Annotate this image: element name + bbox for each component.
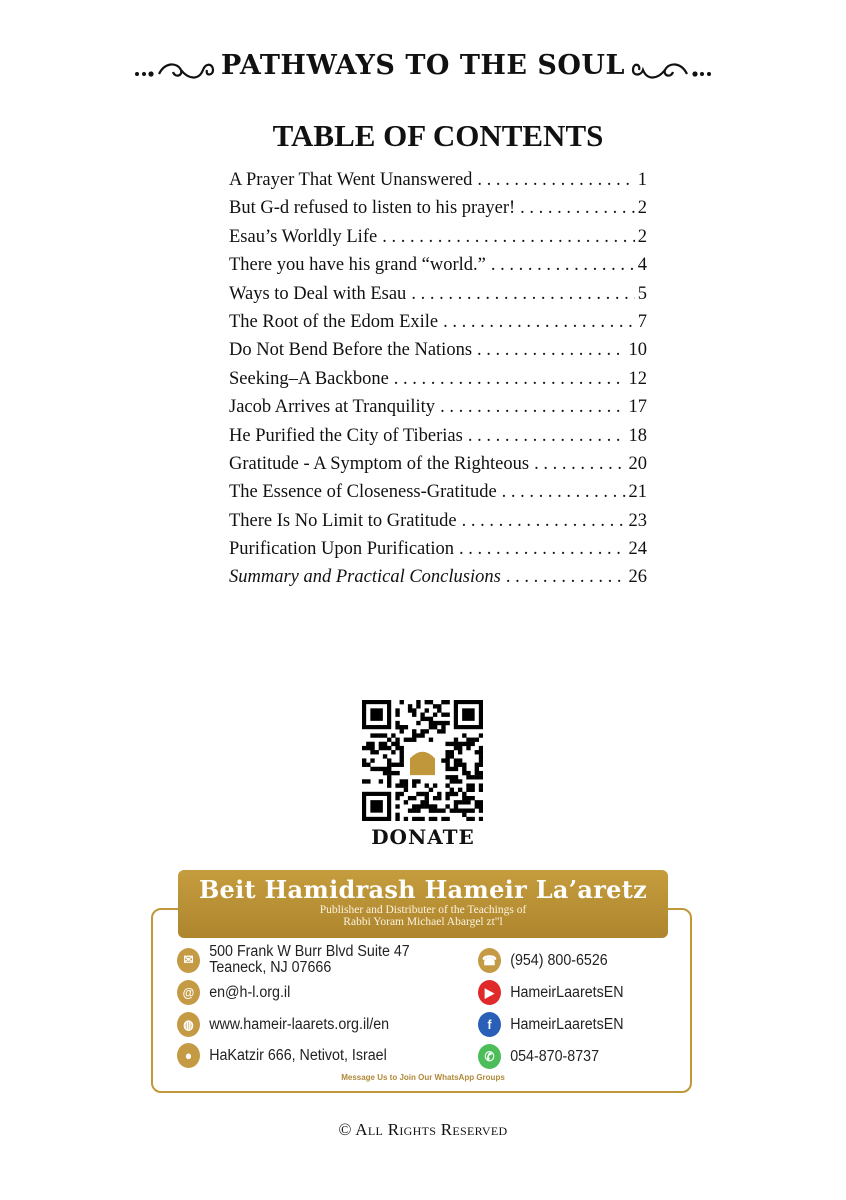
toc-entry[interactable] xyxy=(229,284,647,312)
contact-phone[interactable] xyxy=(478,948,608,973)
toc-leader xyxy=(477,340,625,361)
contact-website[interactable] xyxy=(177,1012,389,1037)
contact-whatsapp[interactable] xyxy=(478,1044,599,1069)
toc-entry[interactable] xyxy=(229,539,647,567)
youtube-handle[interactable]: HameirLaaretsEN xyxy=(510,983,624,1001)
toc-entry-page: 23 xyxy=(628,510,647,531)
toc-entry-title: A Prayer That Went Unanswered xyxy=(229,170,473,190)
toc-entry-page: 26 xyxy=(628,567,647,588)
address-line-2: Teaneck, NJ 07666 xyxy=(209,959,332,976)
toc-entry-title: The Essence of Closeness-Gratitude xyxy=(229,482,497,503)
toc-entry[interactable] xyxy=(229,227,647,255)
toc-entry-title: Seeking–A Backbone xyxy=(229,368,389,389)
globe-icon: ◍ xyxy=(177,1012,200,1037)
whatsapp-number[interactable]: 054-870-8737 xyxy=(510,1047,600,1065)
phone-icon: ☎ xyxy=(478,948,501,973)
toc-leader xyxy=(443,312,635,333)
phone-number[interactable]: (954) 800-6526 xyxy=(510,951,608,969)
mail-icon: ✉ xyxy=(177,948,200,973)
toc-entry-title: The Root of the Edom Exile xyxy=(229,311,439,332)
toc-entry-title: He Purified the City of Tiberias xyxy=(229,425,463,446)
toc-entry-page: 4 xyxy=(637,255,647,276)
toc-entry[interactable] xyxy=(229,198,647,226)
toc-entry-page: 1 xyxy=(637,170,647,190)
toc-entry[interactable] xyxy=(229,312,647,340)
toc-entry-page: 12 xyxy=(628,368,647,389)
toc-entry-title: Purification Upon Purification xyxy=(229,539,455,560)
toc-entry-title: Ways to Deal with Esau xyxy=(229,283,407,304)
right-ornament-icon xyxy=(629,54,713,84)
toc-heading: TABLE OF CONTENTS xyxy=(272,118,604,153)
contact-email[interactable] xyxy=(177,980,290,1005)
toc-leader xyxy=(502,482,626,503)
toc-entry-title: Gratitude - A Symptom of the Righteous xyxy=(229,453,530,474)
toc-entry-title: Esau’s Worldly Life xyxy=(229,226,378,247)
toc-entry-page: 17 xyxy=(628,397,647,418)
toc-entry-page: 7 xyxy=(637,311,647,332)
contact-facebook[interactable] xyxy=(478,1012,624,1037)
donate-label: DONATE xyxy=(371,825,475,849)
contact-address xyxy=(177,944,410,976)
facebook-handle[interactable]: HameirLaaretsEN xyxy=(510,1015,624,1033)
email-link[interactable]: en@h-l.org.il xyxy=(209,983,291,1001)
location-pin-icon: ● xyxy=(177,1043,200,1068)
copyright-notice: © All Rights Reserved xyxy=(338,1120,508,1139)
whatsapp-icon: ✆ xyxy=(478,1044,501,1069)
publisher-banner xyxy=(178,870,668,938)
toc-entry[interactable] xyxy=(229,340,647,368)
whatsapp-note: Message Us to Join Our WhatsApp Groups xyxy=(341,1073,505,1082)
toc-entry[interactable] xyxy=(229,255,647,283)
toc-entry[interactable] xyxy=(229,567,647,595)
publisher-name: Beit Hamidrash Hameir La’aretz xyxy=(198,875,648,904)
toc-entry-page: 5 xyxy=(637,283,647,304)
running-header xyxy=(0,50,846,90)
toc-leader xyxy=(459,539,625,560)
publisher-subtitle: Publisher and Distributer of the Teachings of xyxy=(319,904,527,916)
address-line-1: 500 Frank W Burr Blvd Suite 47 xyxy=(209,943,410,960)
toc-entry-title: Summary and Practical Conclusions xyxy=(229,567,501,588)
at-sign-icon: @ xyxy=(177,980,200,1005)
toc-entry-page: 2 xyxy=(637,198,647,219)
toc-entry-title: There Is No Limit to Gratitude xyxy=(229,510,457,531)
toc-entry-page: 18 xyxy=(628,425,647,446)
contact-youtube[interactable] xyxy=(478,980,624,1005)
youtube-icon: ▶ xyxy=(478,980,501,1005)
toc-entry-title: But G-d refused to listen to his prayer! xyxy=(229,198,516,219)
toc-leader xyxy=(491,255,635,276)
toc-entry[interactable] xyxy=(229,397,647,425)
toc-leader xyxy=(534,454,625,475)
website-link[interactable]: www.hameir-laarets.org.il/en xyxy=(209,1015,390,1033)
toc-entry-title: Do Not Bend Before the Nations xyxy=(229,340,473,361)
toc-entry[interactable] xyxy=(229,482,647,510)
toc-entry-title: There you have his grand “world.” xyxy=(229,255,486,276)
toc-leader xyxy=(520,198,635,219)
toc-leader xyxy=(440,397,625,418)
toc-list xyxy=(229,170,647,596)
toc-leader xyxy=(394,369,626,390)
contact-israel-address xyxy=(177,1043,387,1068)
donate-qr-code-icon[interactable] xyxy=(362,700,483,821)
toc-leader xyxy=(382,227,635,248)
toc-entry-page: 21 xyxy=(628,482,647,503)
book-title: PATHWAYS TO THE SOUL xyxy=(221,50,625,81)
facebook-icon: f xyxy=(478,1012,501,1037)
toc-entry-page: 20 xyxy=(628,453,647,474)
toc-leader xyxy=(506,567,626,588)
toc-entry-page: 2 xyxy=(637,226,647,247)
toc-leader xyxy=(468,426,626,447)
israel-address: HaKatzir 666, Netivot, Israel xyxy=(209,1046,387,1064)
toc-entry-page: 24 xyxy=(628,539,647,560)
toc-entry[interactable] xyxy=(229,454,647,482)
toc-entry[interactable] xyxy=(229,511,647,539)
toc-entry[interactable] xyxy=(229,369,647,397)
toc-entry-title: Jacob Arrives at Tranquility xyxy=(229,397,436,418)
toc-entry[interactable] xyxy=(229,426,647,454)
toc-leader xyxy=(462,511,626,532)
toc-leader xyxy=(477,170,634,191)
toc-entry[interactable] xyxy=(229,170,647,198)
toc-entry-page: 10 xyxy=(628,340,647,361)
toc-leader xyxy=(411,284,634,305)
publisher-rabbi: Rabbi Yoram Michael Abargel zt"l xyxy=(343,916,503,928)
